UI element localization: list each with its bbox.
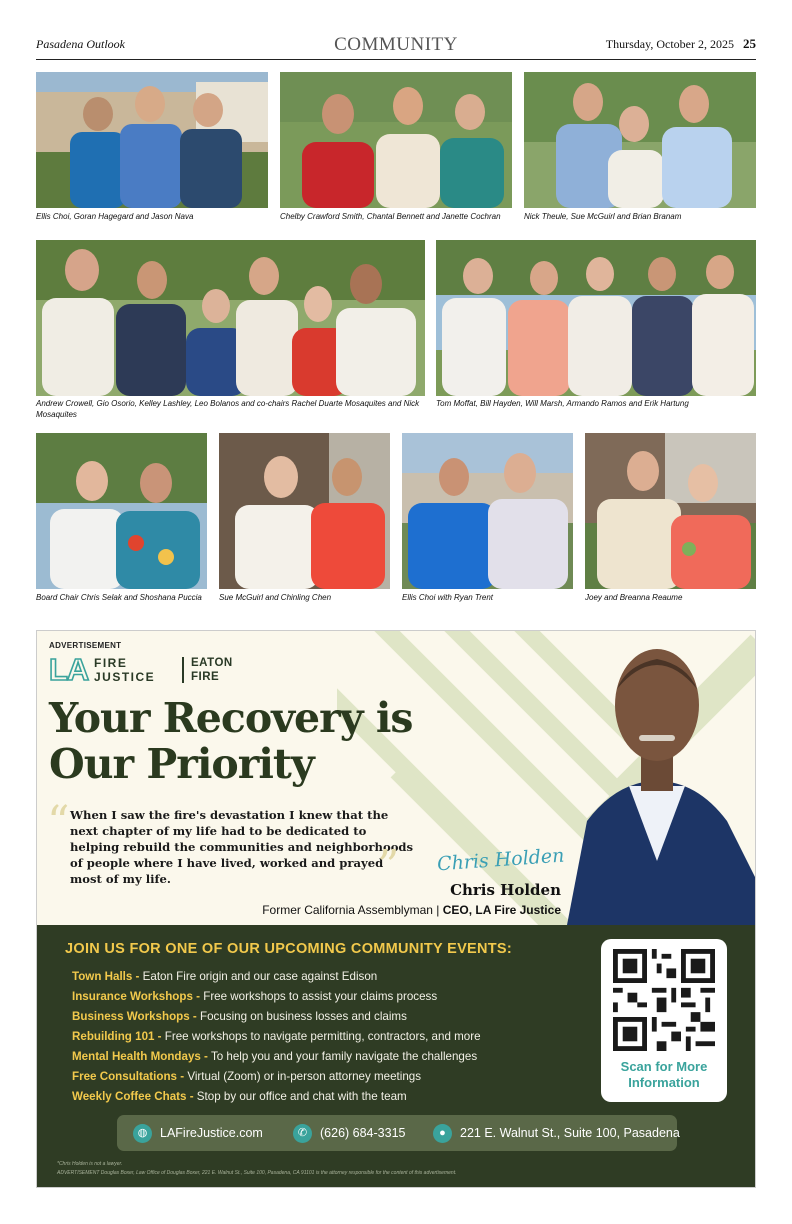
close-quote-icon: ” [377,841,400,892]
location-pin-icon: ● [433,1124,452,1143]
page-number: 25 [743,36,756,51]
spokesperson-name: Chris Holden [450,881,561,899]
photo-caption: Tom Moffat, Bill Hayden, Will Marsh, Armando Ramos and Erik Hartung [436,399,689,408]
list-item: Business Workshops - Focusing on business losses and claims [72,1010,407,1023]
event-photo [36,72,268,208]
event-photo [280,72,512,208]
disclaimer: *Chris Holden is not a lawyer. [57,1161,123,1167]
phone-icon: ✆ [293,1124,312,1143]
event-photo [219,433,390,589]
event-photo [36,433,207,589]
photo-caption: Board Chair Chris Selak and Shoshana Puccia [36,593,202,602]
logo-divider [182,657,184,683]
photo-caption: Joey and Breanna Reaume [585,593,683,602]
list-item: Mental Health Mondays - To help you and your family navigate the challenges [72,1050,478,1063]
advertisement [36,630,756,1188]
photo-caption: Andrew Crowell, Gio Osorio, Kelley Lashley, Leo Bolanos and co-chairs Rachel Duarte Mosaquites and Nick Mosaquites [36,399,420,419]
photo-caption: Sue McGuirl and Chinling Chen [219,593,332,602]
photo-caption: Chelby Crawford Smith, Chantal Bennett and Janette Cochran [280,212,501,221]
qr-card[interactable] [601,939,727,1102]
ad-quote: When I saw the fire's devastation I knew that the next chapter of my life had to be dedicated to helping rebuild the communities and neighborhoods of people where I have lived, worked and prayed most of my life. [70,808,414,886]
phone-link[interactable]: ✆ (626) 684-3315 [293,1123,405,1143]
page-header [36,34,756,60]
spokesperson-portrait [557,631,756,925]
list-item: Town Halls - Eaton Fire origin and our case against Edison [72,970,378,983]
event-photo [402,433,573,589]
event-photo [436,240,756,396]
section-title: COMMUNITY [334,34,458,55]
photo-caption: Ellis Choi, Goran Hagegard and Jason Nava [36,212,194,221]
event-photo [524,72,756,208]
attorney-disclosure: ADVERTISEMENT Douglas Boxer, Law Office of Douglas Boxer, 221 E. Walnut St., Suite 100, Pasadena, CA 91101 is the attorney responsible for the content of this advertisement. [57,1170,457,1176]
list-item: Weekly Coffee Chats - Stop by our office and chat with the team [72,1090,407,1103]
qr-code-icon[interactable] [613,949,715,1051]
event-photo [585,433,756,589]
open-quote-icon: “ [47,797,70,848]
publication-name: Pasadena Outlook [36,37,125,51]
globe-icon: ◍ [133,1124,152,1143]
contact-bar [117,1115,680,1151]
list-item: Free Consultations - Virtual (Zoom) or in-person attorney meetings [72,1070,422,1083]
ad-headline: Your Recovery is Our Priority [49,694,413,788]
la-fire-justice-logo: LA FIRE JUSTICE EATON FIRE [49,652,233,687]
ad-label: ADVERTISEMENT [49,641,122,650]
photo-caption: Ellis Choi with Ryan Trent [402,593,493,602]
signature: Chris Holden [436,844,566,876]
address-text: ● 221 E. Walnut St., Suite 100, Pasadena [433,1123,680,1143]
list-item: Insurance Workshops - Free workshops to assist your claims process [72,990,438,1003]
ad-events-panel [37,925,756,1188]
list-item: Rebuilding 101 - Free workshops to navigate permitting, contractors, and more [72,1030,481,1043]
issue-date: Thursday, October 2, 2025 [605,37,734,51]
website-link[interactable]: ◍ LAFireJustice.com [133,1123,263,1143]
qr-caption: Scan for More Information [620,1059,708,1090]
events-heading: JOIN US FOR ONE OF OUR UPCOMING COMMUNITY EVENTS: [65,941,513,957]
event-photo [36,240,425,396]
events-list [72,967,612,1107]
photo-caption: Nick Theule, Sue McGuirl and Brian Branam [524,212,682,221]
spokesperson-title: Former California Assemblyman | CEO, LA Fire Justice [262,903,561,917]
ad-hero [37,631,756,925]
